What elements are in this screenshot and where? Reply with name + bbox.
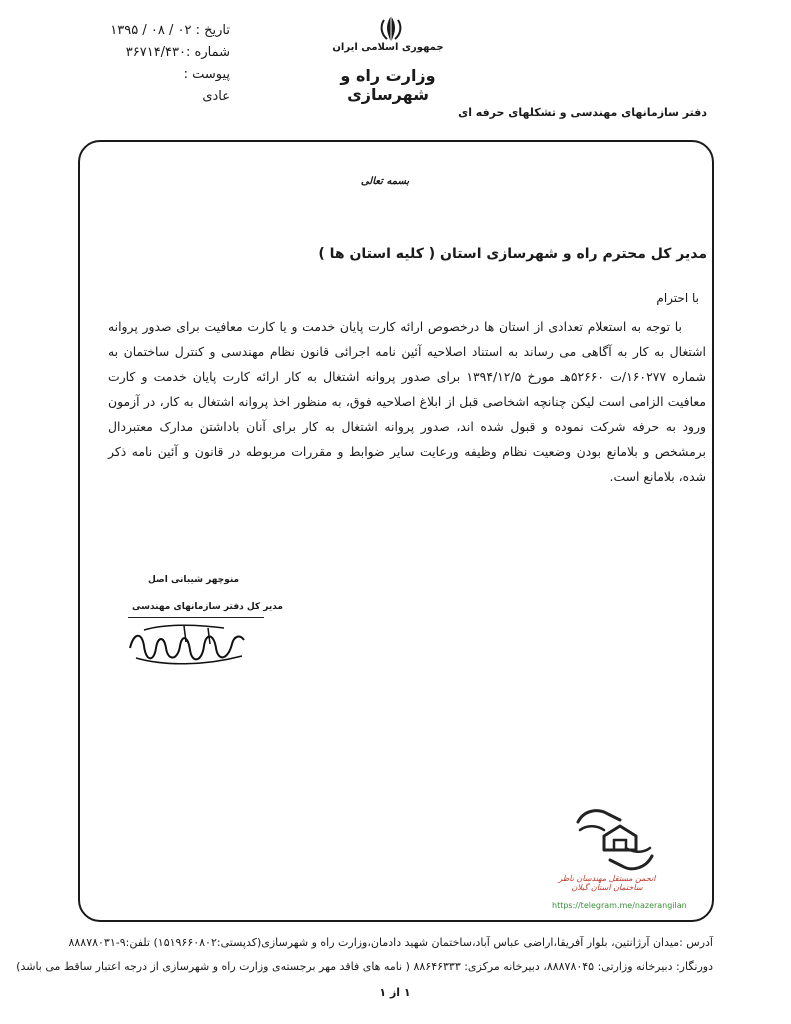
signer-name: منوچهر شیبانی اصل	[148, 575, 240, 585]
letter-body: با توجه به استعلام تعدادی از استان ها درخصوص ارائه کارت پایان خدمت و یا کارت معافیت برای صدور پروانه اشتغال به کار به آگاهی می رساند به استناد اصلاحیه آئین نامه اجرائی قانون نظام مهندسی و کنترل ساختمان به شماره ۱۶۰۲۷۷/ت ۵۲۶۶۰هـ مورخ ۱۳۹۴/۱۲/۵ برای صدور پروانه اشتغال به کار ارائه کارت پایان خدمت و کارت معافیت الزامی است لیکن چنانچه اشخاصی قبل از ابلاغ اصلاحیه فوق، به منظور اخذ پروانه اشتغال به کار، در آزمون ورود به حرفه شرکت نموده و قبول شده اند، صدور پروانه اشتغال به کار برای آنان باداشتن مدارک معتبردال برمشخص و بلامانع بودن وضعیت نظام وظیفه ورعایت سایر ضوابط و مقررات مربوطه در قانون و آئین نامه ذکر شده، بلامانع است.	[108, 319, 707, 484]
watermark-link[interactable]: https://telegram.me/nazerangilan	[552, 901, 687, 910]
page-number: ۱ از ۱	[379, 986, 411, 999]
number-line: شماره :۳۶۷۱۴/۴۳۰	[125, 45, 230, 60]
greeting: با احترام	[656, 291, 699, 305]
handwritten-signature	[124, 618, 254, 670]
footer-address: آدرس :میدان آرژانتین، بلوار آفریقا،اراضی عباس آباد،ساختمان شهید دادمان،وزارت راه و شهرسازی(کدپستی:۱۵۱۹۶۶۰۸۰۲) تلفن:۹-۸۸۸۷۸۰۳۱	[68, 936, 713, 949]
republic-title: جمهوری اسلامی ایران	[332, 42, 444, 53]
ministry-title: وزارت راه و شهرسازی	[340, 66, 436, 104]
bismillah: بسمه تعالی	[360, 176, 410, 187]
attachment-line: پیوست :	[183, 67, 230, 82]
letter-meta	[80, 20, 230, 108]
signer-title: مدیر کل دفتر سازمانهای مهندسی	[132, 602, 283, 612]
footer-fax: دورنگار: دبیرخانه وزارتی: ۸۸۸۷۸۰۴۵، دبیرخانه مرکزی: ۸۸۶۴۶۳۳۳ ( نامه های فاقد مهر برجسته‌ی وزارت راه و شهرسازی از درجه اعتبار ساقط می باشد)	[16, 960, 713, 973]
priority-line: عادی	[202, 89, 230, 104]
date-line: تاریخ : ۰۲ / ۰۸ / ۱۳۹۵	[110, 23, 230, 38]
department-title: دفتر سازمانهای مهندسی و تشکلهای حرفه ای	[458, 106, 707, 119]
recipient: مدیر کل محترم راه و شهرسازی استان ( کلیه استان ها )	[318, 246, 707, 262]
watermark-text: انجمن مستقل مهندسان ناظر ساختمان استان گیلان	[558, 874, 656, 892]
watermark-hands-icon	[570, 800, 660, 880]
iran-emblem-icon	[378, 14, 404, 44]
